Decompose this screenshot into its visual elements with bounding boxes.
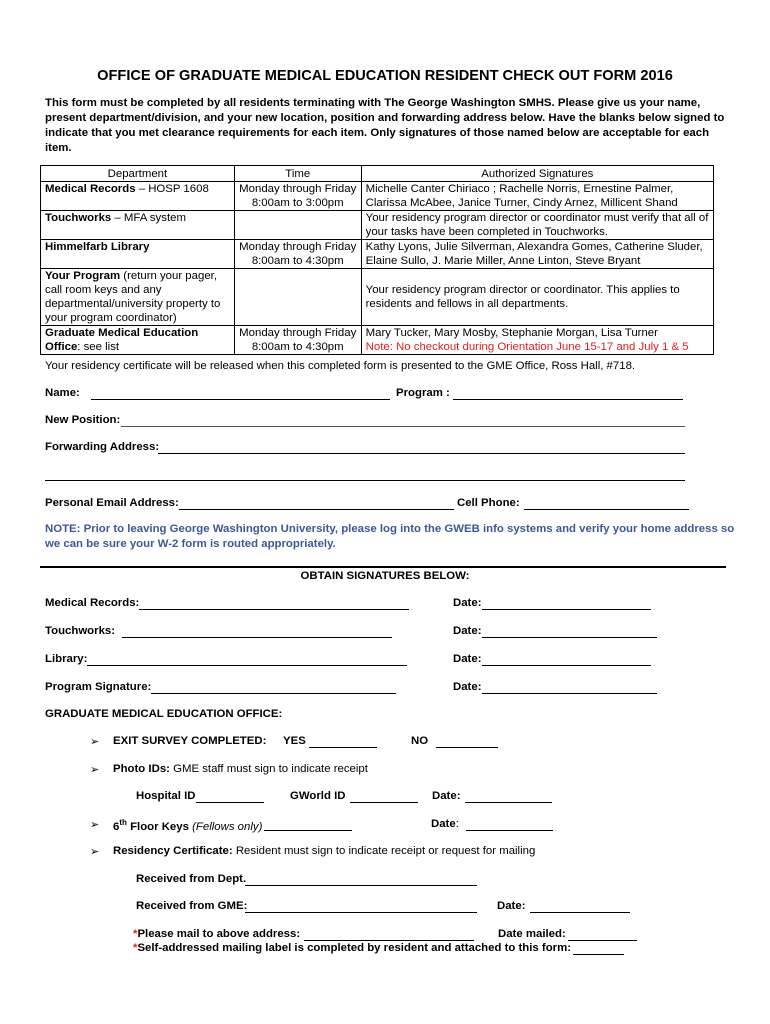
yes-label: YES bbox=[283, 735, 306, 747]
dept-name: Medical Records bbox=[45, 183, 136, 195]
forwarding-field-line2[interactable] bbox=[45, 468, 685, 481]
dept-signatures: Kathy Lyons, Julie Silverman, Alexandra Gomes, Catherine Sluder, Elaine Sullo, J. Marie Miller, Anne Linton, Steve Bryant bbox=[361, 240, 713, 269]
certificate-text: Your residency certificate will be released when this completed form is presented to the GME Office, Ross Hall, #718. bbox=[45, 360, 636, 372]
library-signature[interactable] bbox=[87, 653, 407, 666]
medical-records-signature[interactable] bbox=[139, 597, 409, 610]
dept-time: Monday through Friday 8:00am to 4:30pm bbox=[234, 240, 361, 269]
certificate-text: Resident must sign to indicate receipt or request for mailing bbox=[232, 845, 536, 857]
certificate-label: Residency Certificate: bbox=[113, 845, 233, 857]
library-label: Library: bbox=[45, 653, 88, 665]
program-date[interactable] bbox=[482, 681, 657, 694]
date-mailed-label: Date mailed: bbox=[498, 928, 566, 940]
exit-survey-yes-field[interactable] bbox=[309, 735, 377, 748]
forwarding-label: Forwarding Address: bbox=[45, 441, 160, 453]
mailing-label-text: Self-addressed mailing label is completed by resident and attached to this form: bbox=[137, 942, 572, 954]
dept-name: Graduate Medical Education Office bbox=[45, 327, 199, 353]
floor-keys-date[interactable] bbox=[466, 818, 553, 831]
mail-address-field[interactable] bbox=[304, 928, 474, 941]
gworld-id-field[interactable] bbox=[350, 790, 418, 803]
floor-keys-field[interactable] bbox=[264, 818, 352, 831]
floor-keys-item bbox=[113, 818, 262, 833]
arrow-bullet-icon: ➢ bbox=[90, 736, 100, 748]
dept-signatures: Michelle Canter Chiriaco ; Rachelle Norris, Ernestine Palmer, Clarissa McAbee, Janice Turner, Cindy Arnez, Millicent Shand bbox=[361, 182, 713, 211]
form-title: OFFICE OF GRADUATE MEDICAL EDUCATION RESIDENT CHECK OUT FORM 2016 bbox=[97, 68, 673, 84]
dept-name: Your Program bbox=[45, 270, 121, 282]
arrow-bullet-icon: ➢ bbox=[90, 819, 100, 831]
received-dept-field[interactable] bbox=[245, 873, 477, 886]
received-gme-field[interactable] bbox=[245, 900, 477, 913]
cell-field[interactable] bbox=[524, 497, 689, 510]
fellows-only-note: (Fellows only) bbox=[192, 820, 263, 833]
hospital-id-label: Hospital ID bbox=[136, 790, 196, 802]
floor-number: 6 bbox=[113, 820, 120, 833]
orientation-note: Note: No checkout during Orientation June 15-17 and July 1 & 5 bbox=[365, 341, 689, 353]
department-table bbox=[40, 165, 714, 355]
dept-time bbox=[234, 211, 361, 240]
gme-office-heading: GRADUATE MEDICAL EDUCATION OFFICE: bbox=[45, 708, 283, 720]
header-department: Department bbox=[41, 166, 235, 182]
dept-detail: – MFA system bbox=[111, 212, 186, 224]
divider bbox=[40, 566, 726, 568]
table-row bbox=[41, 269, 714, 326]
name-field[interactable] bbox=[91, 387, 390, 400]
program-signature-label: Program Signature: bbox=[45, 681, 152, 693]
email-field[interactable] bbox=[179, 497, 454, 510]
intro-text: This form must be completed by all residents terminating with The George Washington SMHS. Please give us your name, present department/division, and your new location, position and forwarding address below. Have the blanks below signed to indicate that you met clearance requirements for each item. Only signatures of those named below are acceptable for each item. bbox=[45, 97, 725, 154]
dept-time: Monday through Friday 8:00am to 4:30pm bbox=[234, 326, 361, 355]
program-label: Program : bbox=[396, 387, 450, 399]
date-label: Date: bbox=[432, 790, 461, 802]
received-gme-label: Received from GME: bbox=[136, 900, 248, 912]
obtain-heading: OBTAIN SIGNATURES BELOW: bbox=[300, 570, 470, 582]
touchworks-date[interactable] bbox=[482, 625, 657, 638]
dept-signatures: Your residency program director or coordinator must verify that all of your tasks have been completed in Touchworks. bbox=[361, 211, 713, 240]
program-field[interactable] bbox=[453, 387, 683, 400]
gweb-note: NOTE: Prior to leaving George Washington University, please log into the GWEB info systems and verify your home address so we can be sure your W-2 form is routed appropriately. bbox=[45, 523, 735, 550]
dept-signatures: Your residency program director or coordinator. This applies to residents and fellows in all departments. bbox=[361, 269, 713, 326]
new-position-label: New Position: bbox=[45, 414, 121, 426]
dept-time bbox=[234, 269, 361, 326]
mail-address-item bbox=[133, 928, 300, 940]
table-row bbox=[41, 240, 714, 269]
dept-detail: (return your pager, call room keys and any departmental/university property to your program coordinator) bbox=[45, 270, 221, 324]
required-asterisk: * bbox=[133, 942, 138, 954]
received-dept-label: Received from Dept. bbox=[136, 873, 247, 885]
new-position-field[interactable] bbox=[121, 414, 685, 427]
exit-survey-no-field[interactable] bbox=[436, 735, 498, 748]
date-mailed-field[interactable] bbox=[568, 928, 637, 941]
photo-ids-text: GME staff must sign to indicate receipt bbox=[169, 763, 368, 775]
floor-suffix: th bbox=[119, 818, 127, 827]
header-signatures: Authorized Signatures bbox=[361, 166, 713, 182]
dept-detail: – HOSP 1608 bbox=[135, 183, 209, 195]
required-asterisk: * bbox=[133, 928, 138, 940]
table-row bbox=[41, 211, 714, 240]
received-gme-date[interactable] bbox=[530, 900, 630, 913]
exit-survey-label: EXIT SURVEY COMPLETED: bbox=[113, 735, 267, 747]
photo-ids-item bbox=[113, 763, 368, 775]
date-label: Date: bbox=[497, 900, 526, 912]
floor-keys-label: Floor Keys bbox=[126, 820, 193, 833]
touchworks-label: Touchworks: bbox=[45, 625, 116, 637]
no-label: NO bbox=[411, 735, 429, 747]
forwarding-field[interactable] bbox=[158, 441, 685, 454]
dept-detail: : see list bbox=[77, 341, 120, 353]
mail-address-label: Please mail to above address: bbox=[137, 928, 301, 940]
library-date[interactable] bbox=[482, 653, 651, 666]
date-label: Date: bbox=[453, 597, 482, 609]
touchworks-signature[interactable] bbox=[122, 625, 392, 638]
cell-label: Cell Phone: bbox=[457, 497, 520, 509]
arrow-bullet-icon: ➢ bbox=[90, 764, 100, 776]
program-signature[interactable] bbox=[151, 681, 396, 694]
email-label: Personal Email Address: bbox=[45, 497, 179, 509]
header-time: Time bbox=[234, 166, 361, 182]
certificate-item bbox=[113, 845, 535, 857]
name-label: Name: bbox=[45, 387, 80, 399]
table-row bbox=[41, 326, 714, 355]
photo-ids-date[interactable] bbox=[465, 790, 552, 803]
date-label: Date: bbox=[453, 653, 482, 665]
dept-name: Himmelfarb Library bbox=[45, 241, 150, 253]
floor-keys-date-label: Date: bbox=[431, 818, 459, 830]
date-word: Date bbox=[431, 818, 456, 830]
date-label: Date: bbox=[453, 681, 482, 693]
gworld-id-label: GWorld ID bbox=[290, 790, 346, 802]
table-row bbox=[41, 182, 714, 211]
medical-records-date[interactable] bbox=[482, 597, 651, 610]
dept-name: Touchworks bbox=[45, 212, 112, 224]
arrow-bullet-icon: ➢ bbox=[90, 846, 100, 858]
medical-records-label: Medical Records: bbox=[45, 597, 140, 609]
mailing-label-item bbox=[133, 942, 571, 954]
date-label: Date: bbox=[453, 625, 482, 637]
mailing-label-field[interactable] bbox=[573, 942, 624, 955]
dept-signatures: Mary Tucker, Mary Mosby, Stephanie Morgan, Lisa Turner bbox=[365, 327, 658, 339]
photo-ids-label: Photo IDs: bbox=[113, 763, 170, 775]
dept-time: Monday through Friday 8:00am to 3:00pm bbox=[234, 182, 361, 211]
hospital-id-field[interactable] bbox=[196, 790, 264, 803]
